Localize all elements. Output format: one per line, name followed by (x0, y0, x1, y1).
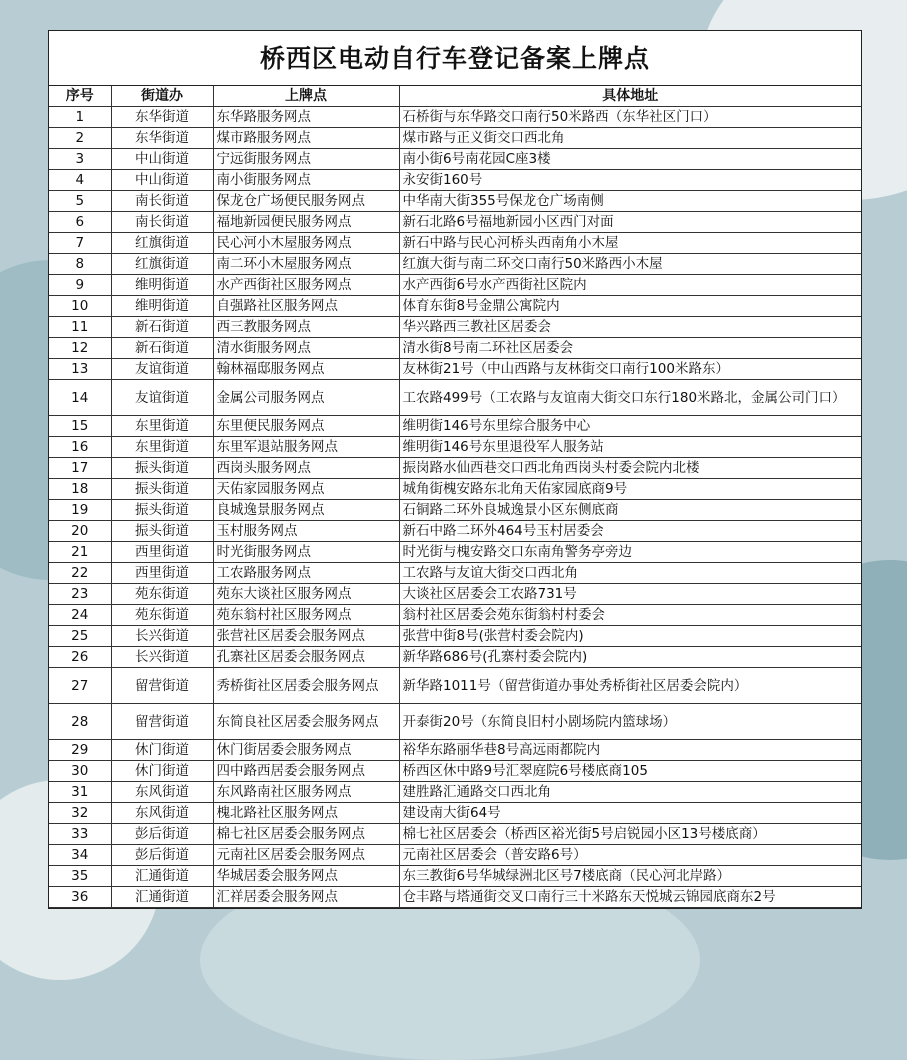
cell-subdistrict: 休门街道 (111, 740, 213, 761)
cell-service-point: 清水街服务网点 (213, 338, 399, 359)
cell-subdistrict: 红旗街道 (111, 254, 213, 275)
table-row (49, 887, 861, 908)
registration-points-table (49, 86, 861, 908)
cell-service-point: 煤市路服务网点 (213, 128, 399, 149)
cell-address: 新华路686号(孔寨村委会院内) (399, 647, 861, 668)
cell-index: 3 (49, 149, 111, 170)
header-address: 具体地址 (399, 86, 861, 107)
cell-address: 建设南大街64号 (399, 803, 861, 824)
cell-service-point: 西三教服务网点 (213, 317, 399, 338)
table-row (49, 359, 861, 380)
table-row (49, 338, 861, 359)
cell-address: 棉七社区居委会（桥西区裕光街5号启锐园小区13号楼底商） (399, 824, 861, 845)
cell-address: 石铜路二环外良城逸景小区东侧底商 (399, 500, 861, 521)
cell-address: 维明街146号东里综合服务中心 (399, 416, 861, 437)
table-row (49, 458, 861, 479)
cell-address: 石桥街与东华路交口南行50米路西（东华社区门口） (399, 107, 861, 128)
cell-service-point: 东华路服务网点 (213, 107, 399, 128)
cell-service-point: 元南社区居委会服务网点 (213, 845, 399, 866)
cell-subdistrict: 留营街道 (111, 704, 213, 740)
cell-index: 20 (49, 521, 111, 542)
table-row (49, 212, 861, 233)
cell-index: 26 (49, 647, 111, 668)
cell-address: 大谈社区居委会工农路731号 (399, 584, 861, 605)
cell-service-point: 翰林福邸服务网点 (213, 359, 399, 380)
cell-address: 体育东街8号金鼎公寓院内 (399, 296, 861, 317)
cell-address: 维明街146号东里退役军人服务站 (399, 437, 861, 458)
cell-subdistrict: 东里街道 (111, 416, 213, 437)
cell-index: 22 (49, 563, 111, 584)
table-row (49, 647, 861, 668)
cell-address: 仓丰路与塔通街交叉口南行三十米路东天悦城云锦园底商东2号 (399, 887, 861, 908)
table-row (49, 500, 861, 521)
cell-address: 新石中路与民心河桥头西南角小木屋 (399, 233, 861, 254)
table-row (49, 296, 861, 317)
cell-address: 工农路499号（工农路与友谊南大街交口东行180米路北，金属公司门口） (399, 380, 861, 416)
cell-subdistrict: 维明街道 (111, 275, 213, 296)
cell-subdistrict: 振头街道 (111, 500, 213, 521)
table-row (49, 626, 861, 647)
cell-address: 红旗大街与南二环交口南行50米路西小木屋 (399, 254, 861, 275)
cell-index: 21 (49, 542, 111, 563)
cell-service-point: 南小街服务网点 (213, 170, 399, 191)
cell-subdistrict: 振头街道 (111, 458, 213, 479)
cell-service-point: 汇祥居委会服务网点 (213, 887, 399, 908)
cell-subdistrict: 长兴街道 (111, 647, 213, 668)
cell-address: 建胜路汇通路交口西北角 (399, 782, 861, 803)
cell-subdistrict: 休门街道 (111, 761, 213, 782)
cell-service-point: 东简良社区居委会服务网点 (213, 704, 399, 740)
cell-subdistrict: 东风街道 (111, 782, 213, 803)
cell-index: 34 (49, 845, 111, 866)
table-row (49, 233, 861, 254)
cell-subdistrict: 长兴街道 (111, 626, 213, 647)
table-row (49, 254, 861, 275)
cell-address: 中华南大街355号保龙仓广场南侧 (399, 191, 861, 212)
table-row (49, 584, 861, 605)
cell-service-point: 休门街居委会服务网点 (213, 740, 399, 761)
table-row (49, 170, 861, 191)
cell-subdistrict: 彭后街道 (111, 845, 213, 866)
cell-index: 33 (49, 824, 111, 845)
cell-address: 东三教街6号华城绿洲北区号7楼底商（民心河北岸路） (399, 866, 861, 887)
table-row (49, 317, 861, 338)
cell-service-point: 孔寨社区居委会服务网点 (213, 647, 399, 668)
cell-subdistrict: 东风街道 (111, 803, 213, 824)
cell-service-point: 工农路服务网点 (213, 563, 399, 584)
cell-index: 12 (49, 338, 111, 359)
cell-subdistrict: 中山街道 (111, 170, 213, 191)
cell-subdistrict: 南长街道 (111, 191, 213, 212)
header-service-point: 上牌点 (213, 86, 399, 107)
cell-index: 30 (49, 761, 111, 782)
table-row (49, 563, 861, 584)
cell-index: 18 (49, 479, 111, 500)
cell-subdistrict: 东里街道 (111, 437, 213, 458)
cell-address: 裕华东路丽华巷8号高远雨都院内 (399, 740, 861, 761)
table-row (49, 824, 861, 845)
table-row (49, 740, 861, 761)
cell-index: 2 (49, 128, 111, 149)
table-row (49, 605, 861, 626)
cell-service-point: 宁远街服务网点 (213, 149, 399, 170)
cell-index: 25 (49, 626, 111, 647)
cell-address: 永安街160号 (399, 170, 861, 191)
cell-service-point: 华城居委会服务网点 (213, 866, 399, 887)
table-row (49, 380, 861, 416)
cell-index: 15 (49, 416, 111, 437)
cell-service-point: 民心河小木屋服务网点 (213, 233, 399, 254)
table-row (49, 149, 861, 170)
table-row (49, 416, 861, 437)
cell-service-point: 水产西街社区服务网点 (213, 275, 399, 296)
table-header-row (49, 86, 861, 107)
cell-index: 24 (49, 605, 111, 626)
table-row (49, 128, 861, 149)
table-row (49, 761, 861, 782)
table-row (49, 803, 861, 824)
header-subdistrict: 街道办 (111, 86, 213, 107)
cell-index: 7 (49, 233, 111, 254)
cell-subdistrict: 彭后街道 (111, 824, 213, 845)
cell-index: 6 (49, 212, 111, 233)
cell-service-point: 时光街服务网点 (213, 542, 399, 563)
table-row (49, 704, 861, 740)
cell-address: 新石中路二环外464号玉村居委会 (399, 521, 861, 542)
cell-address: 华兴路西三教社区居委会 (399, 317, 861, 338)
cell-service-point: 西岗头服务网点 (213, 458, 399, 479)
table-row (49, 437, 861, 458)
cell-subdistrict: 汇通街道 (111, 866, 213, 887)
table-row (49, 845, 861, 866)
cell-index: 16 (49, 437, 111, 458)
cell-index: 35 (49, 866, 111, 887)
cell-index: 23 (49, 584, 111, 605)
cell-service-point: 东里便民服务网点 (213, 416, 399, 437)
cell-subdistrict: 东华街道 (111, 107, 213, 128)
cell-index: 13 (49, 359, 111, 380)
cell-address: 新石北路6号福地新园小区西门对面 (399, 212, 861, 233)
cell-index: 17 (49, 458, 111, 479)
cell-service-point: 苑东大谈社区服务网点 (213, 584, 399, 605)
cell-address: 时光街与槐安路交口东南角警务亭旁边 (399, 542, 861, 563)
cell-subdistrict: 红旗街道 (111, 233, 213, 254)
cell-subdistrict: 西里街道 (111, 542, 213, 563)
cell-address: 城角街槐安路东北角天佑家园底商9号 (399, 479, 861, 500)
cell-address: 振岗路水仙西巷交口西北角西岗头村委会院内北楼 (399, 458, 861, 479)
cell-address: 桥西区休中路9号汇翠庭院6号楼底商105 (399, 761, 861, 782)
cell-subdistrict: 南长街道 (111, 212, 213, 233)
cell-service-point: 秀桥街社区居委会服务网点 (213, 668, 399, 704)
cell-index: 36 (49, 887, 111, 908)
cell-index: 5 (49, 191, 111, 212)
cell-subdistrict: 振头街道 (111, 479, 213, 500)
cell-service-point: 棉七社区居委会服务网点 (213, 824, 399, 845)
cell-index: 8 (49, 254, 111, 275)
cell-index: 4 (49, 170, 111, 191)
cell-subdistrict: 留营街道 (111, 668, 213, 704)
cell-service-point: 福地新园便民服务网点 (213, 212, 399, 233)
table-row (49, 107, 861, 128)
cell-service-point: 东里军退站服务网点 (213, 437, 399, 458)
page-title: 桥西区电动自行车登记备案上牌点 (49, 31, 861, 86)
cell-subdistrict: 中山街道 (111, 149, 213, 170)
table-row (49, 866, 861, 887)
table-row (49, 191, 861, 212)
cell-service-point: 东风路南社区服务网点 (213, 782, 399, 803)
cell-subdistrict: 友谊街道 (111, 380, 213, 416)
cell-service-point: 自强路社区服务网点 (213, 296, 399, 317)
cell-subdistrict: 新石街道 (111, 338, 213, 359)
cell-service-point: 槐北路社区服务网点 (213, 803, 399, 824)
cell-index: 9 (49, 275, 111, 296)
cell-index: 19 (49, 500, 111, 521)
cell-address: 张营中街8号(张营村委会院内) (399, 626, 861, 647)
cell-address: 水产西街6号水产西街社区院内 (399, 275, 861, 296)
cell-service-point: 金属公司服务网点 (213, 380, 399, 416)
table-row (49, 542, 861, 563)
cell-service-point: 天佑家园服务网点 (213, 479, 399, 500)
cell-service-point: 张营社区居委会服务网点 (213, 626, 399, 647)
cell-index: 11 (49, 317, 111, 338)
cell-index: 14 (49, 380, 111, 416)
cell-subdistrict: 维明街道 (111, 296, 213, 317)
cell-subdistrict: 振头街道 (111, 521, 213, 542)
cell-address: 南小街6号南花园C座3楼 (399, 149, 861, 170)
cell-subdistrict: 东华街道 (111, 128, 213, 149)
cell-address: 元南社区居委会（普安路6号） (399, 845, 861, 866)
cell-subdistrict: 苑东街道 (111, 584, 213, 605)
cell-service-point: 玉村服务网点 (213, 521, 399, 542)
cell-address: 翁村社区居委会苑东街翁村村委会 (399, 605, 861, 626)
registration-points-sheet (48, 30, 862, 909)
cell-index: 10 (49, 296, 111, 317)
cell-address: 清水街8号南二环社区居委会 (399, 338, 861, 359)
cell-index: 29 (49, 740, 111, 761)
cell-subdistrict: 新石街道 (111, 317, 213, 338)
cell-subdistrict: 苑东街道 (111, 605, 213, 626)
table-row (49, 521, 861, 542)
cell-service-point: 良城逸景服务网点 (213, 500, 399, 521)
header-index: 序号 (49, 86, 111, 107)
cell-index: 1 (49, 107, 111, 128)
table-row (49, 782, 861, 803)
cell-index: 28 (49, 704, 111, 740)
cell-index: 32 (49, 803, 111, 824)
cell-service-point: 苑东翁村社区服务网点 (213, 605, 399, 626)
cell-service-point: 四中路西居委会服务网点 (213, 761, 399, 782)
cell-address: 开泰街20号（东简良旧村小剧场院内篮球场） (399, 704, 861, 740)
table-row (49, 668, 861, 704)
cell-subdistrict: 汇通街道 (111, 887, 213, 908)
cell-address: 煤市路与正义街交口西北角 (399, 128, 861, 149)
cell-address: 友林街21号（中山西路与友林街交口南行100米路东） (399, 359, 861, 380)
table-row (49, 479, 861, 500)
cell-service-point: 南二环小木屋服务网点 (213, 254, 399, 275)
cell-service-point: 保龙仓广场便民服务网点 (213, 191, 399, 212)
cell-index: 31 (49, 782, 111, 803)
cell-address: 工农路与友谊大街交口西北角 (399, 563, 861, 584)
cell-subdistrict: 友谊街道 (111, 359, 213, 380)
cell-subdistrict: 西里街道 (111, 563, 213, 584)
table-row (49, 275, 861, 296)
cell-index: 27 (49, 668, 111, 704)
cell-address: 新华路1011号（留营街道办事处秀桥街社区居委会院内） (399, 668, 861, 704)
